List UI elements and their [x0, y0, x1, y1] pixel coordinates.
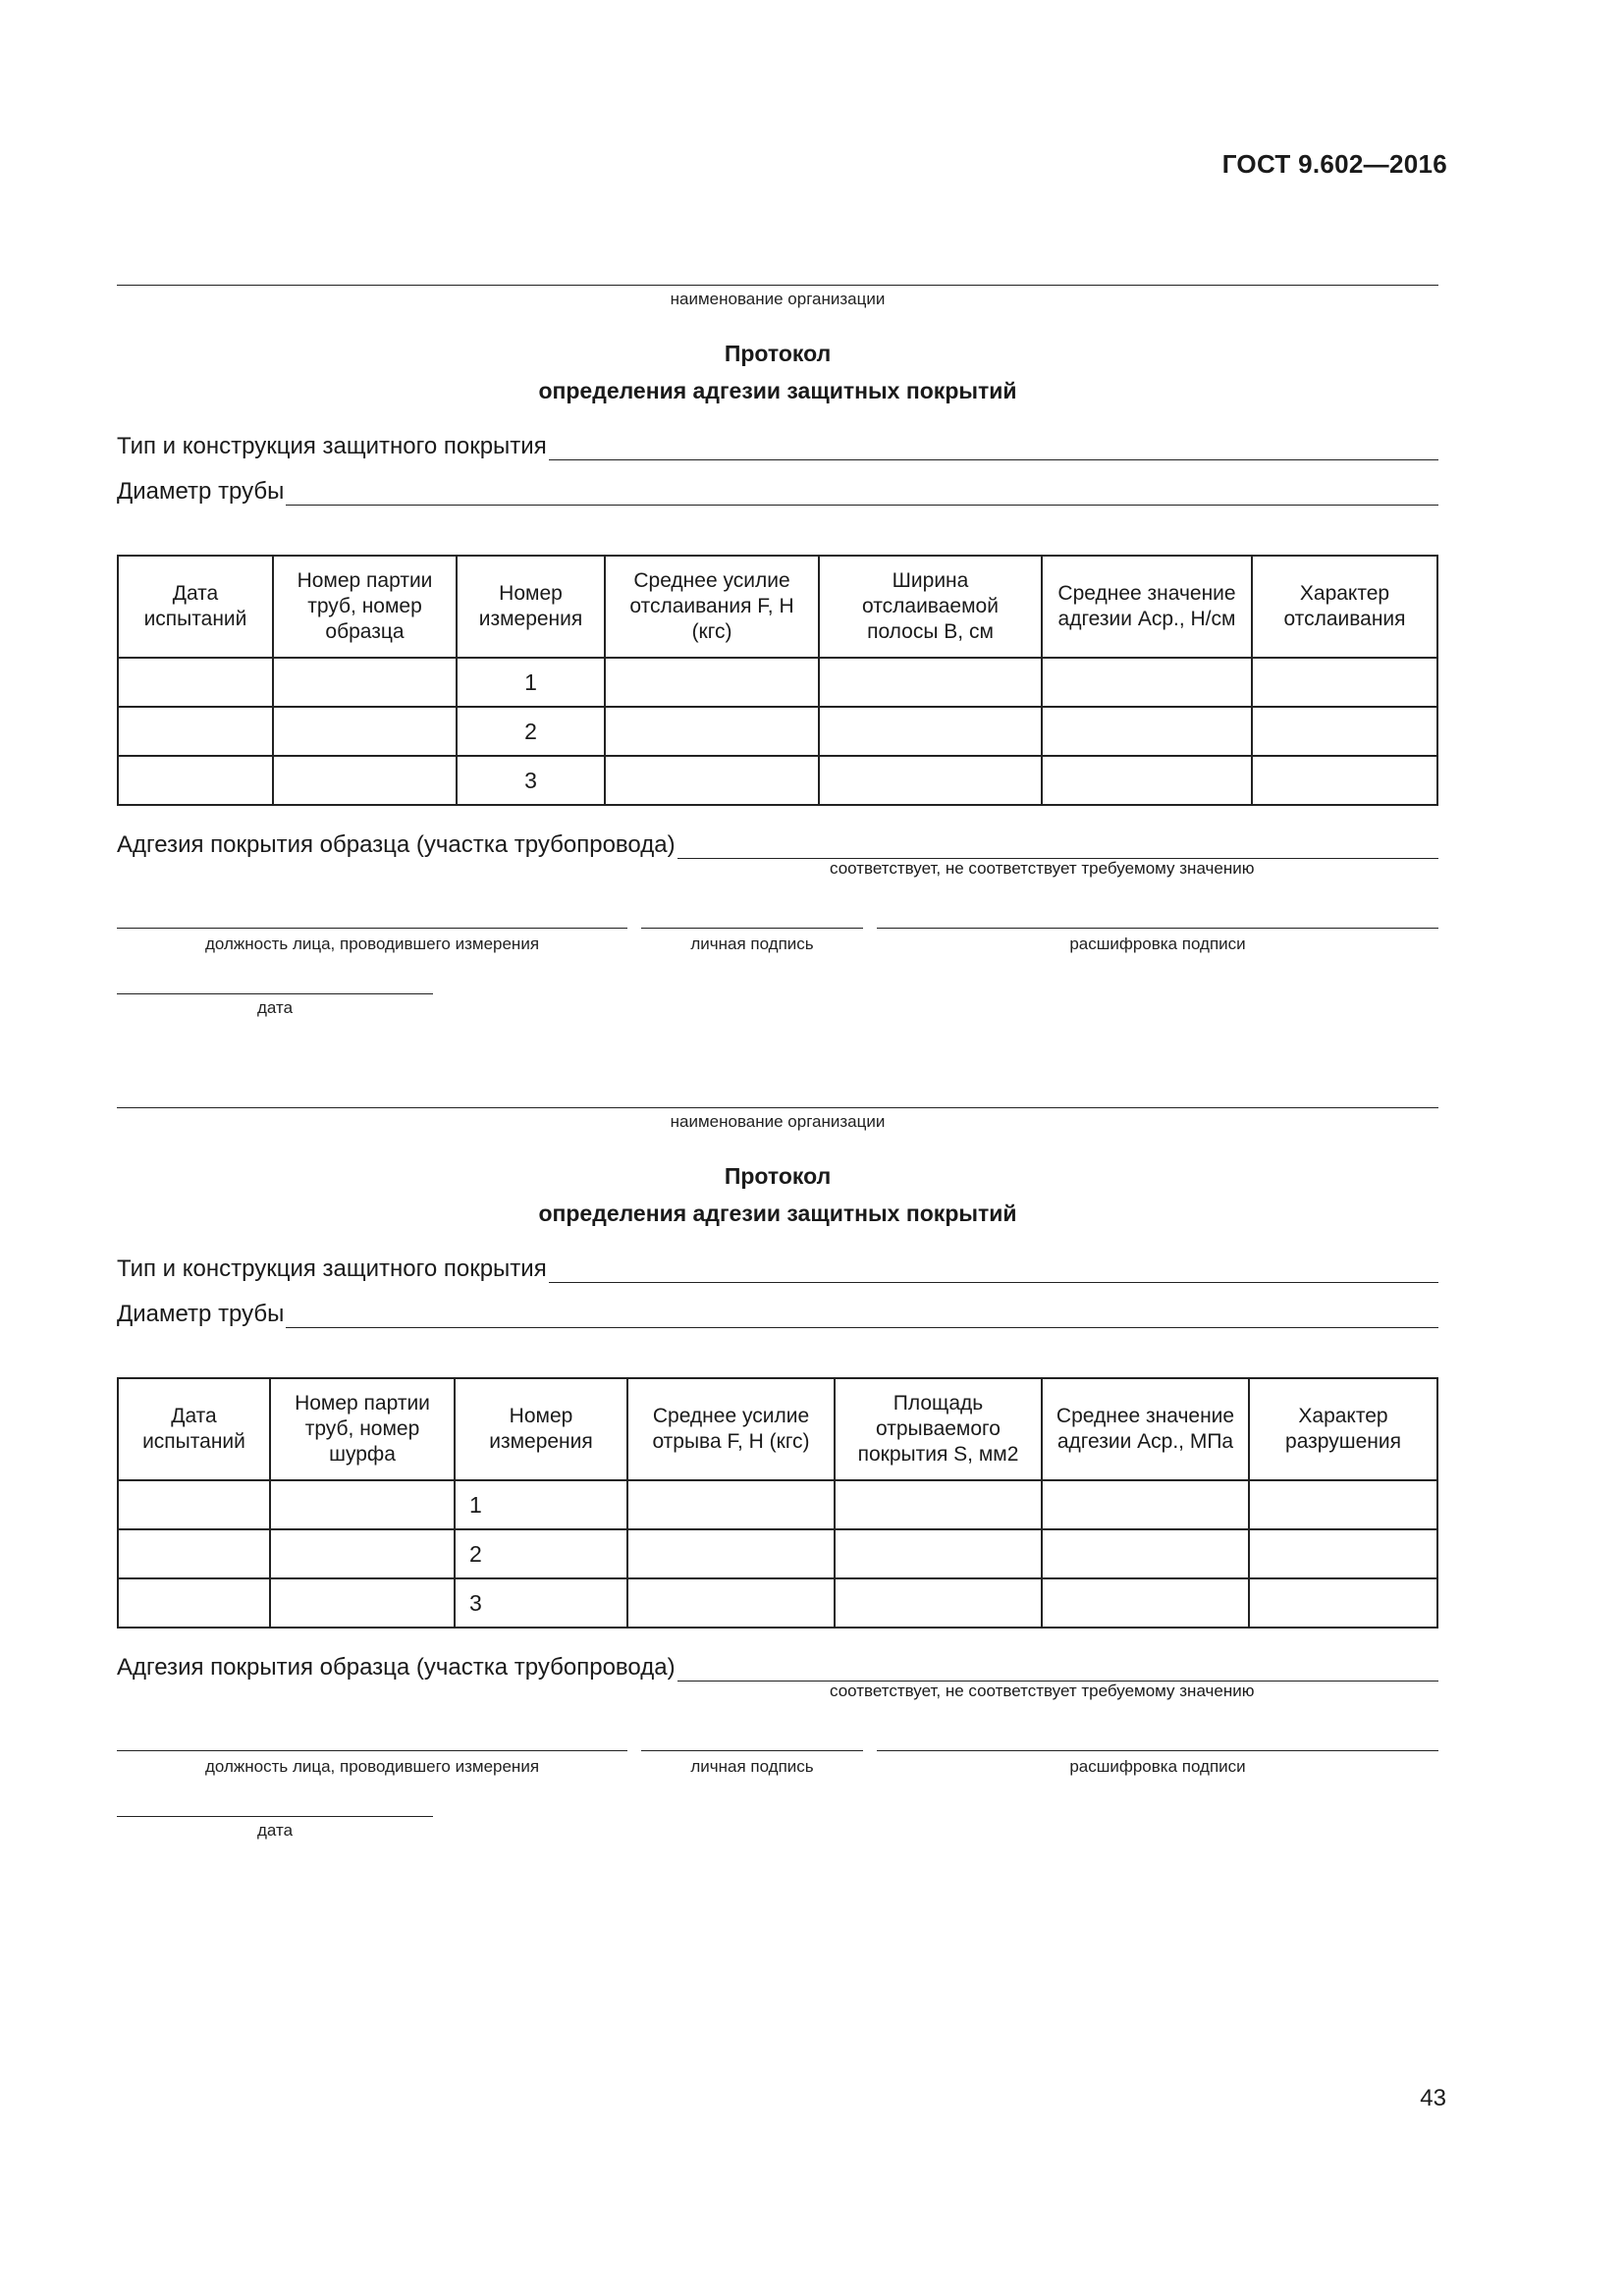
- standard-number: ГОСТ 9.602—2016: [1221, 149, 1447, 179]
- table-cell[interactable]: [1249, 1578, 1437, 1628]
- adhesion-result-caption: [117, 859, 1438, 881]
- table-cell[interactable]: [118, 1578, 270, 1628]
- signature-blank[interactable]: [641, 906, 863, 929]
- position-blank[interactable]: [117, 906, 627, 929]
- date-caption: дата: [256, 998, 294, 1017]
- table-cell[interactable]: [1252, 707, 1437, 756]
- adhesion-result-blank[interactable]: [677, 1659, 1438, 1682]
- col-batch-pit-number: Номер партии труб, номер шурфа: [270, 1378, 455, 1480]
- organization-line: [117, 261, 1438, 286]
- table-cell[interactable]: [835, 1578, 1042, 1628]
- protocol-1: [117, 261, 1438, 1018]
- position-caption: должность лица, проводившего измерения: [204, 1757, 540, 1776]
- table-header-row: [118, 556, 1437, 658]
- protocol-title: [117, 335, 1438, 409]
- signature-caption: личная подпись: [690, 1757, 814, 1776]
- table-cell[interactable]: [819, 756, 1042, 805]
- coating-type-field: [117, 1255, 1438, 1283]
- measurement-number: 1: [455, 1480, 627, 1529]
- adhesion-result-label: Адгезия покрытия образца (участка трубопровода): [117, 1654, 676, 1681]
- table-cell[interactable]: [118, 707, 273, 756]
- adhesion-result-caption: [117, 1682, 1438, 1703]
- col-measurement-number: Номер измерения: [457, 556, 605, 658]
- adhesion-result-blank[interactable]: [677, 836, 1438, 859]
- table-cell[interactable]: [1252, 756, 1437, 805]
- signature-field: [641, 906, 863, 954]
- table-cell[interactable]: [118, 1529, 270, 1578]
- table-cell[interactable]: [627, 1529, 835, 1578]
- measurement-number: 1: [457, 658, 605, 707]
- col-measurement-number: Номер измерения: [455, 1378, 627, 1480]
- signature-row: [117, 1729, 1438, 1777]
- pipe-diameter-field: [117, 478, 1438, 506]
- pipe-diameter-label: Диаметр трубы: [117, 1301, 285, 1327]
- table-cell[interactable]: [270, 1480, 455, 1529]
- organization-caption: наименование организации: [670, 1112, 886, 1131]
- measurement-number: 3: [457, 756, 605, 805]
- table-row: [118, 1480, 1437, 1529]
- measurement-number: 3: [455, 1578, 627, 1628]
- pipe-diameter-blank[interactable]: [286, 1306, 1438, 1328]
- adhesion-caption-text: соответствует, не соответствует требуемому значению: [830, 859, 1255, 878]
- date-caption: дата: [256, 1821, 294, 1840]
- table-row: [118, 658, 1437, 707]
- measurements-table: [117, 1377, 1438, 1629]
- table-cell[interactable]: [627, 1578, 835, 1628]
- table-cell[interactable]: [835, 1480, 1042, 1529]
- col-tear-force: Среднее усилие отрыва F, Н (кгс): [627, 1378, 835, 1480]
- table-header-row: [118, 1378, 1437, 1480]
- measurements-table: [117, 555, 1438, 806]
- date-field: [117, 972, 433, 1018]
- table-cell[interactable]: [627, 1480, 835, 1529]
- col-failure-character: Характер разрушения: [1249, 1378, 1437, 1480]
- measurement-number: 2: [457, 707, 605, 756]
- col-strip-width: Ширина отслаиваемой полосы B, см: [819, 556, 1042, 658]
- table-row: [118, 756, 1437, 805]
- adhesion-result-label: Адгезия покрытия образца (участка трубопровода): [117, 831, 676, 858]
- organization-caption: наименование организации: [670, 290, 886, 308]
- adhesion-caption-text: соответствует, не соответствует требуемому значению: [830, 1682, 1255, 1700]
- adhesion-result-field: [117, 1654, 1438, 1682]
- title-line-2: определения адгезии защитных покрытий: [538, 1201, 1017, 1226]
- signature-row: [117, 906, 1438, 954]
- position-blank[interactable]: [117, 1729, 627, 1751]
- table-row: [118, 1529, 1437, 1578]
- date-field: [117, 1794, 433, 1841]
- table-cell[interactable]: [273, 756, 457, 805]
- protocol-title: [117, 1157, 1438, 1232]
- table-cell[interactable]: [1042, 658, 1252, 707]
- date-blank[interactable]: [117, 972, 433, 994]
- signature-decode-caption: расшифровка подписи: [1069, 934, 1246, 953]
- table-cell[interactable]: [270, 1578, 455, 1628]
- adhesion-result-field: [117, 831, 1438, 859]
- table-cell[interactable]: [1042, 1480, 1249, 1529]
- col-adhesion-average: Среднее значение адгезии Aср., Н/см: [1042, 556, 1252, 658]
- table-cell[interactable]: [1252, 658, 1437, 707]
- organization-line: [117, 1084, 1438, 1108]
- table-cell[interactable]: [605, 707, 819, 756]
- table-cell[interactable]: [1042, 1529, 1249, 1578]
- pipe-diameter-label: Диаметр трубы: [117, 478, 285, 505]
- pipe-diameter-field: [117, 1301, 1438, 1328]
- coating-type-label: Тип и конструкция защитного покрытия: [117, 1255, 547, 1282]
- signature-decode-field: [877, 906, 1438, 954]
- table-cell[interactable]: [819, 658, 1042, 707]
- page-number: 43: [1420, 2085, 1446, 2111]
- measurement-number: 2: [455, 1529, 627, 1578]
- title-line-1: Протокол: [724, 1163, 832, 1189]
- pipe-diameter-blank[interactable]: [286, 483, 1438, 506]
- position-field: [117, 1729, 627, 1777]
- title-line-2: определения адгезии защитных покрытий: [538, 378, 1017, 403]
- title-line-1: Протокол: [724, 341, 832, 366]
- table-cell[interactable]: [1042, 1578, 1249, 1628]
- table-cell[interactable]: [1249, 1529, 1437, 1578]
- position-field: [117, 906, 627, 954]
- col-tear-area: Площадь отрываемого покрытия S, мм2: [835, 1378, 1042, 1480]
- table-cell[interactable]: [819, 707, 1042, 756]
- signature-decode-blank[interactable]: [877, 1729, 1438, 1751]
- signature-decode-field: [877, 1729, 1438, 1777]
- col-batch-number: Номер партии труб, номер образца: [273, 556, 457, 658]
- signature-blank[interactable]: [641, 1729, 863, 1751]
- table-cell[interactable]: [118, 658, 273, 707]
- table-cell[interactable]: [1042, 756, 1252, 805]
- table-cell[interactable]: [605, 756, 819, 805]
- coating-type-label: Тип и конструкция защитного покрытия: [117, 433, 547, 459]
- coating-type-blank[interactable]: [549, 438, 1438, 460]
- table-cell[interactable]: [118, 1480, 270, 1529]
- col-peel-character: Характер отслаивания: [1252, 556, 1437, 658]
- position-caption: должность лица, проводившего измерения: [204, 934, 540, 953]
- table-cell[interactable]: [1249, 1480, 1437, 1529]
- table-cell[interactable]: [270, 1529, 455, 1578]
- table-row: [118, 1578, 1437, 1628]
- signature-caption: личная подпись: [690, 934, 814, 953]
- table-cell[interactable]: [273, 707, 457, 756]
- table-cell[interactable]: [1042, 707, 1252, 756]
- signature-decode-caption: расшифровка подписи: [1069, 1757, 1246, 1776]
- signature-decode-blank[interactable]: [877, 906, 1438, 929]
- col-test-date: Дата испытаний: [118, 556, 273, 658]
- table-cell[interactable]: [273, 658, 457, 707]
- protocol-2: [117, 1084, 1438, 1841]
- table-cell[interactable]: [605, 658, 819, 707]
- coating-type-blank[interactable]: [549, 1260, 1438, 1283]
- table-row: [118, 707, 1437, 756]
- table-cell[interactable]: [835, 1529, 1042, 1578]
- col-test-date: Дата испытаний: [118, 1378, 270, 1480]
- coating-type-field: [117, 433, 1438, 460]
- col-peel-force: Среднее усилие отслаивания F, Н (кгс): [605, 556, 819, 658]
- col-adhesion-average: Среднее значение адгезии Aср., МПа: [1042, 1378, 1249, 1480]
- table-cell[interactable]: [118, 756, 273, 805]
- signature-field: [641, 1729, 863, 1777]
- date-blank[interactable]: [117, 1794, 433, 1817]
